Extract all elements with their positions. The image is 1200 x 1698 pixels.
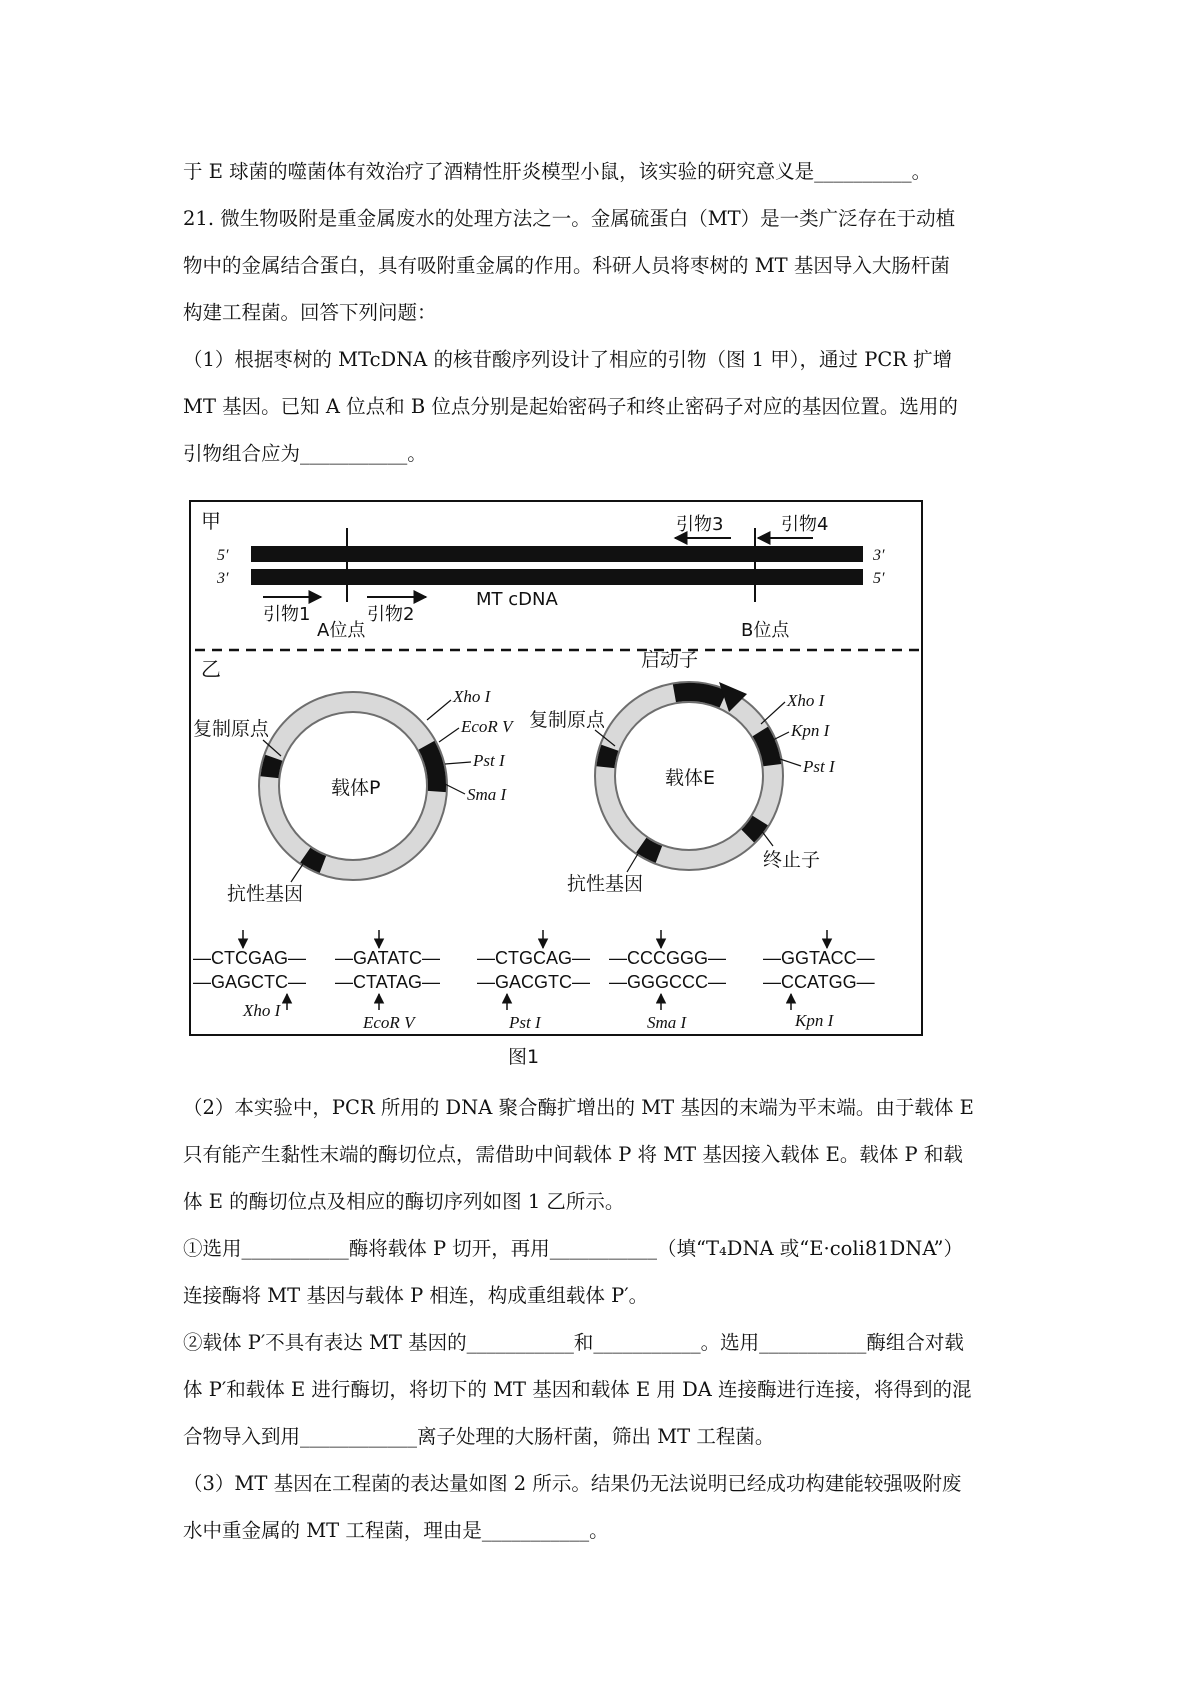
bottom-strand-5-label: 5′ bbox=[873, 570, 885, 587]
primer3-label: 引物3 bbox=[676, 514, 724, 535]
vector-p-name: 载体P bbox=[331, 777, 381, 799]
vector-e bbox=[529, 649, 836, 895]
primer2-label: 引物2 bbox=[367, 604, 415, 625]
kpni-top-seq: —GGTACC— bbox=[763, 948, 875, 968]
cdna-bottom-strand bbox=[251, 569, 863, 585]
site-a-label: A位点 bbox=[317, 620, 366, 641]
text-line-4: 构建工程菌。回答下列问题： bbox=[183, 301, 437, 324]
text-line-9: 只有能产生黏性末端的酶切位点，需借助中间载体 P 将 MT 基因接入载体 E。载体 P 和载 bbox=[183, 1143, 963, 1166]
xhoi-top-seq: —CTCGAG— bbox=[193, 948, 307, 968]
vector-p-xhoi: Xho I bbox=[453, 687, 491, 706]
vector-e-ori-label: 复制原点 bbox=[529, 709, 606, 731]
panel-a-label: 甲 bbox=[201, 509, 221, 533]
text-line-7: 引物组合应为___________。 bbox=[183, 442, 427, 465]
text-line-2: 21. 微生物吸附是重金属废水的处理方法之一。金属硫蛋白（MT）是一类广泛存在于动植 bbox=[183, 207, 956, 230]
smai-top-seq: —CCCGGG— bbox=[609, 948, 726, 968]
vector-e-kpni: Kpn I bbox=[791, 721, 830, 740]
text-line-15: 合物导入到用____________离子处理的大肠杆菌，筛出 MT 工程菌。 bbox=[183, 1425, 775, 1448]
vector-p bbox=[193, 672, 515, 905]
vector-p-ori-label: 复制原点 bbox=[193, 718, 270, 740]
vector-e-name: 载体E bbox=[665, 767, 716, 789]
site-b-label: B位点 bbox=[741, 620, 790, 641]
text-line-16: （3）MT 基因在工程菌的表达量如图 2 所示。结果仍无法说明已经成功构建能较强吸附废 bbox=[183, 1472, 962, 1495]
vector-p-ecorv: EcoR V bbox=[461, 717, 513, 736]
text-line-3: 物中的金属结合蛋白，具有吸附重金属的作用。科研人员将枣树的 MT 基因导入大肠杆菌 bbox=[183, 254, 950, 277]
top-strand-5-label: 5′ bbox=[217, 547, 229, 564]
vector-e-psti: Pst I bbox=[803, 757, 835, 776]
enzyme-xhoi bbox=[193, 930, 306, 1020]
text-line-1: 于 E 球菌的噬菌体有效治疗了酒精性肝炎模型小鼠，该实验的研究意义是__________。 bbox=[183, 160, 932, 183]
psti-bottom-seq: —GACGTC— bbox=[477, 972, 591, 992]
psti-name: Pst I bbox=[509, 1013, 541, 1032]
smai-bottom-seq: —GGGCCC— bbox=[609, 972, 726, 992]
text-line-6: MT 基因。已知 A 位点和 B 位点分别是起始密码子和终止密码子对应的基因位置。选用的 bbox=[183, 395, 958, 418]
ecorv-bottom-seq: —CTATAG— bbox=[335, 972, 440, 992]
text-line-8: （2）本实验中，PCR 所用的 DNA 聚合酶扩增出的 MT 基因的末端为平末端。由于载体 E bbox=[183, 1096, 974, 1119]
text-line-11: ①选用___________酶将载体 P 切开，再用___________（填“T₄DNA 或“E·coli81DNA”） bbox=[183, 1237, 964, 1260]
ecorv-top-seq: —GATATC— bbox=[335, 948, 440, 968]
vector-p-smai: Sma I bbox=[467, 785, 507, 804]
text-line-10: 体 E 的酶切位点及相应的酶切序列如图 1 乙所示。 bbox=[183, 1190, 625, 1213]
ecorv-name: EcoR V bbox=[363, 1013, 415, 1032]
text-line-14: 体 P′和载体 E 进行酶切，将切下的 MT 基因和载体 E 用 DA 连接酶进行连接，将得到的混 bbox=[183, 1378, 972, 1401]
kpni-name: Kpn I bbox=[795, 1011, 834, 1030]
cdna-label: MT cDNA bbox=[476, 589, 558, 610]
enzyme-psti bbox=[477, 930, 590, 1032]
panel-b-label: 乙 bbox=[201, 657, 221, 681]
figure-1 bbox=[189, 500, 923, 1036]
vector-e-promoter-label: 启动子 bbox=[641, 649, 699, 671]
xhoi-bottom-seq: —GAGCTC— bbox=[193, 972, 307, 992]
vector-p-psti: Pst I bbox=[473, 751, 505, 770]
vector-e-xhoi: Xho I bbox=[787, 691, 825, 710]
xhoi-name: Xho I bbox=[243, 1001, 281, 1020]
enzyme-kpni bbox=[763, 930, 875, 1030]
vector-p-resistance-label: 抗性基因 bbox=[227, 883, 304, 905]
text-line-12: 连接酶将 MT 基因与载体 P 相连，构成重组载体 P′。 bbox=[183, 1284, 649, 1307]
figure-caption: 图1 bbox=[508, 1046, 540, 1068]
vector-e-resistance-label: 抗性基因 bbox=[567, 873, 644, 895]
text-line-17: 水中重金属的 MT 工程菌，理由是___________。 bbox=[183, 1519, 609, 1542]
top-strand-3-label: 3′ bbox=[873, 547, 885, 564]
bottom-strand-3-label: 3′ bbox=[217, 570, 229, 587]
kpni-bottom-seq: —CCATGG— bbox=[763, 972, 875, 992]
vector-e-terminator-label: 终止子 bbox=[763, 849, 821, 871]
text-line-5: （1）根据枣树的 MTcDNA 的核苷酸序列设计了相应的引物（图 1 甲），通过 PCR 扩增 bbox=[183, 348, 953, 371]
psti-top-seq: —CTGCAG— bbox=[477, 948, 591, 968]
smai-name: Sma I bbox=[647, 1013, 687, 1032]
primer4-label: 引物4 bbox=[781, 514, 829, 535]
enzyme-ecorv bbox=[335, 930, 440, 1032]
primer1-label: 引物1 bbox=[263, 604, 311, 625]
text-line-13: ②载体 P′不具有表达 MT 基因的___________和___________。选用___________酶组合对载 bbox=[183, 1331, 964, 1354]
figure-1-drawing bbox=[191, 502, 925, 1038]
cdna-top-strand bbox=[251, 546, 863, 562]
enzyme-smai bbox=[609, 930, 726, 1032]
